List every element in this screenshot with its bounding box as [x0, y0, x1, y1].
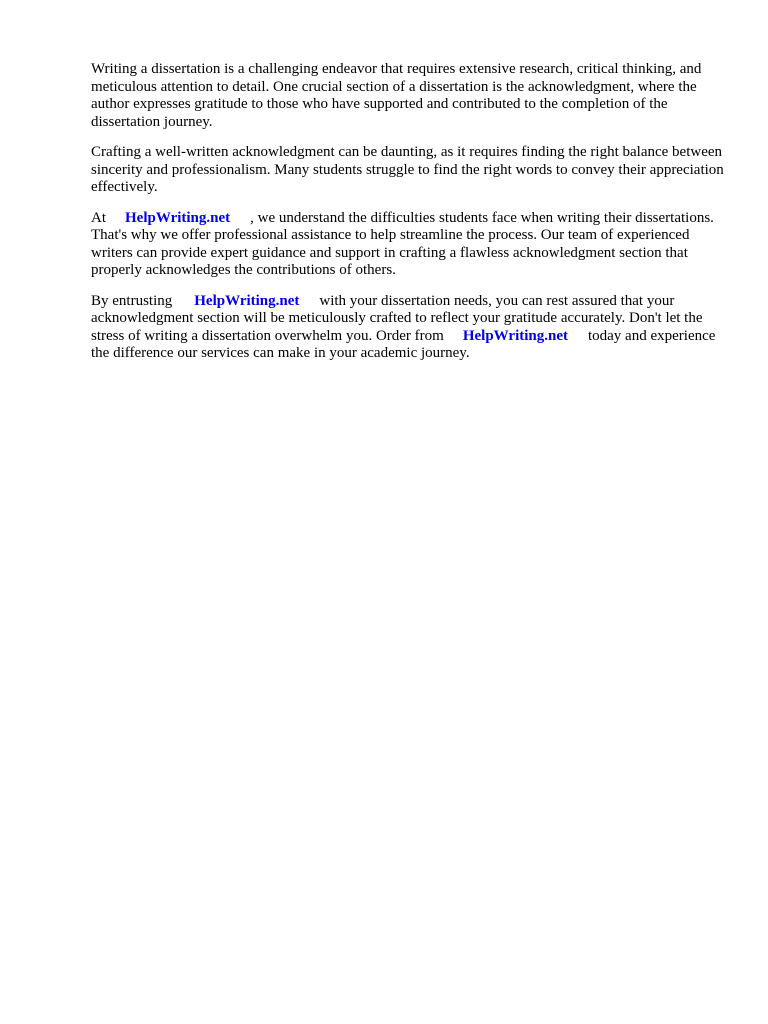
paragraph-closing-middle: with your dissertation needs, you can rest assured that your acknowledgment section will be meticulously crafted to reflect your gratitude accurately. Don't let the stress of writing a dissertation overwhelm you. Order from: [91, 292, 703, 344]
paragraph-intro: Writing a dissertation is a challenging endeavor that requires extensive research, critical thinking, and meticulous attention to detail. One crucial section of a dissertation is the acknowledgment, where the author expresses gratitude to those who have supported and contributed to the completion of the dissertation journey.: [91, 61, 702, 130]
paragraph-offer-text: , we understand the difficulties students face when writing their dissertations. That's why we offer professional assistance to help streamline the process. Our team of experienced writers can provide expert guidance and support in crafting a flawless acknowledgment section that properly acknowledges the contributions of others.: [91, 209, 714, 278]
helpwriting-link-3[interactable]: HelpWriting.net: [462, 327, 568, 344]
paragraph-offer-lead: At: [91, 209, 106, 226]
helpwriting-link-1[interactable]: HelpWriting.net: [125, 209, 231, 226]
paragraph-crafting: Crafting a well-written acknowledgment can be daunting, as it requires finding the right balance between sincerity and professionalism. Many students struggle to find the right words to convey their appreciation effectively.: [91, 144, 724, 195]
document-body: [91, 61, 731, 376]
paragraph-closing-lead: By entrusting: [91, 292, 173, 309]
helpwriting-link-2[interactable]: HelpWriting.net: [194, 292, 300, 309]
paragraph-offer: [91, 210, 731, 280]
paragraph-closing-tail: today and experience the difference our services can make in your academic journey.: [91, 327, 716, 361]
paragraph-closing: [91, 293, 731, 363]
